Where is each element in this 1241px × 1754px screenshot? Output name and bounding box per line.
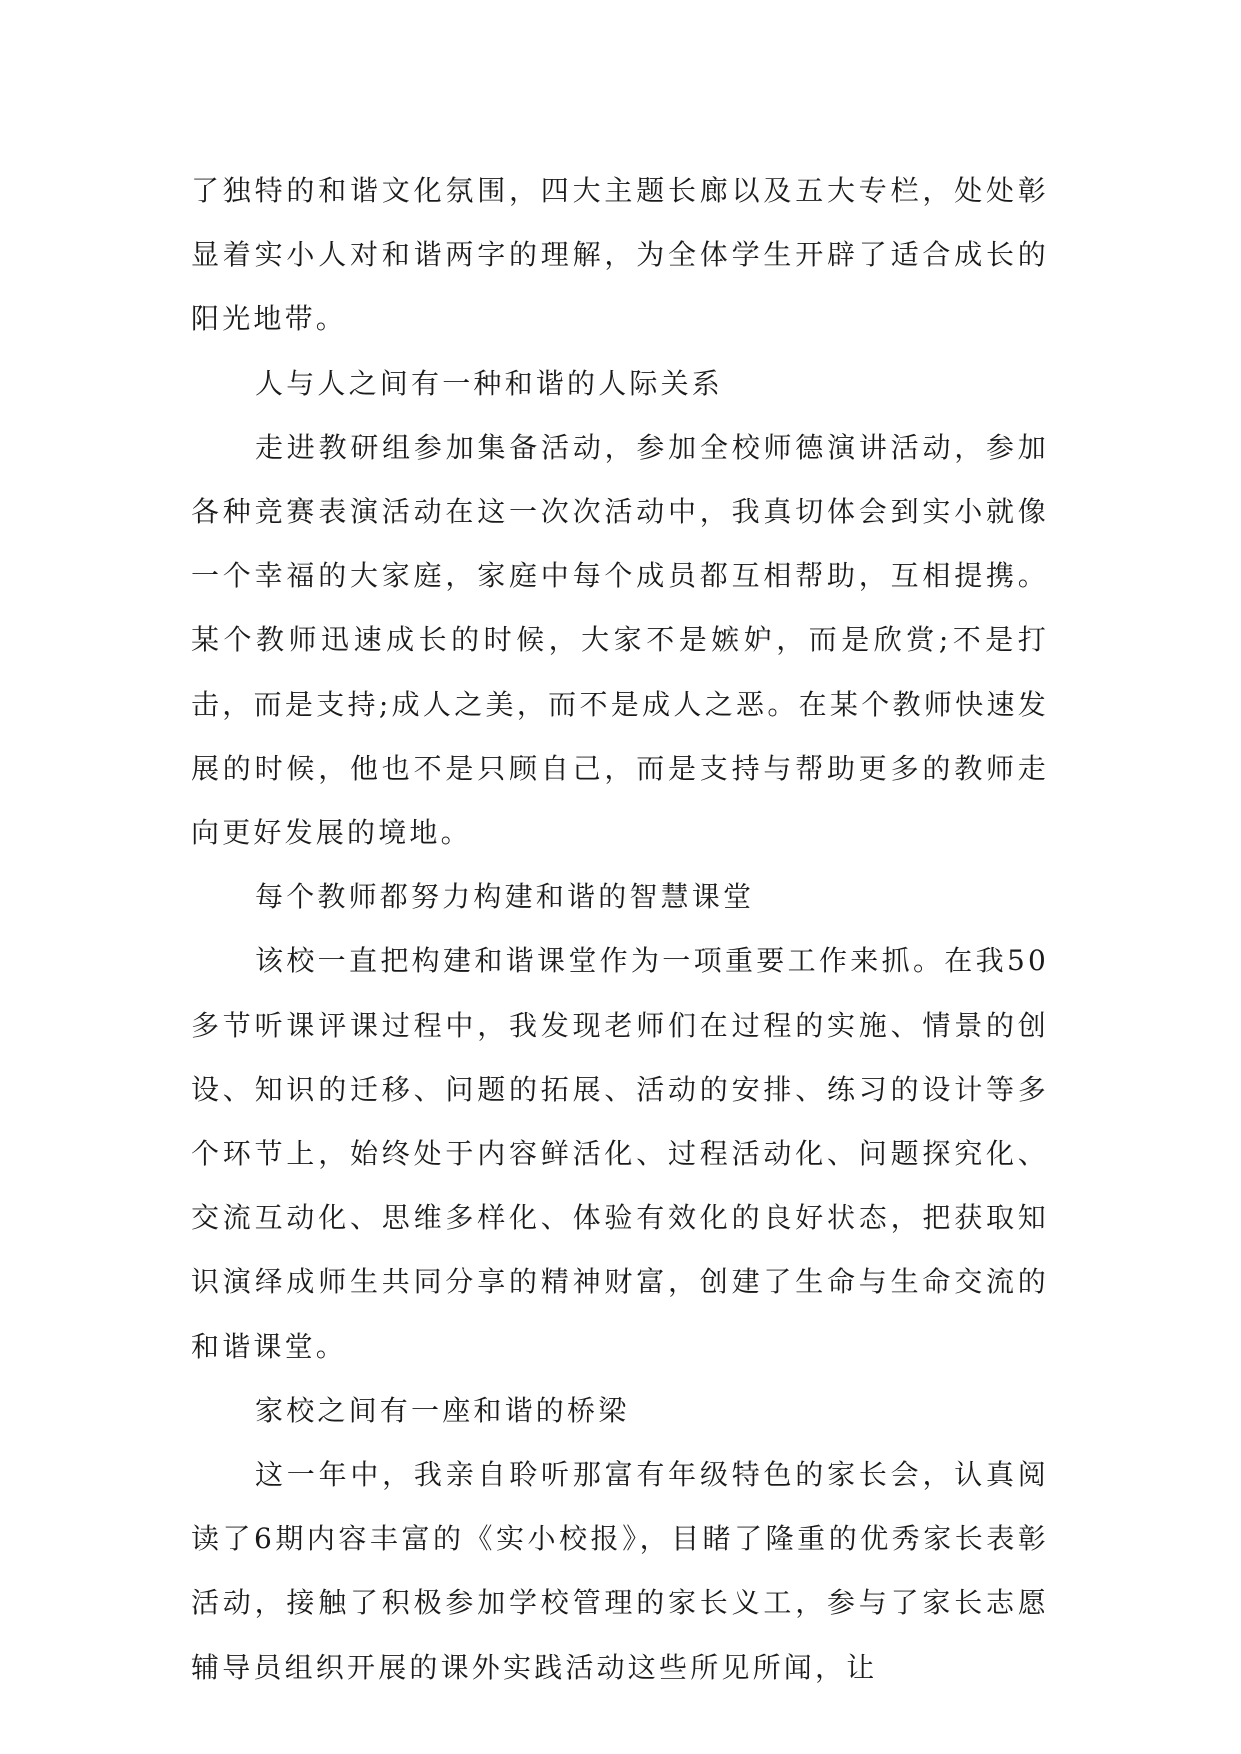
paragraph-continuation: 了独特的和谐文化氛围，四大主题长廊以及五大专栏，处处彰显着实小人对和谐两字的理解，为全体学生开辟了适合成长的阳光地带。 — [191, 174, 1049, 336]
section-heading-classroom: 每个教师都努力构建和谐的智慧课堂 — [255, 880, 755, 914]
section-heading-interpersonal: 人与人之间有一种和谐的人际关系 — [255, 366, 724, 400]
paragraph-home-school: 这一年中，我亲自聆听那富有年级特色的家长会，认真阅读了6期内容丰富的《实小校报》，目睹了隆重的优秀家长表彰活动，接触了积极参加学校管理的家长义工，参与了家长志愿辅导员组织开展的课外实践活动这些所见所闻，让 — [191, 1458, 1049, 1684]
section-heading-home-school: 家校之间有一座和谐的桥梁 — [255, 1393, 630, 1427]
paragraph-teaching-research: 走进教研组参加集备活动，参加全校师德演讲活动，参加各种竞赛表演活动在这一次次活动中，我真切体会到实小就像一个幸福的大家庭，家庭中每个成员都互相帮助，互相提携。某个教师迅速成长的时候，大家不是嫉妒，而是欣赏;不是打击，而是支持;成人之美，而不是成人之恶。在某个教师快速发展的时候，他也不是只顾自己，而是支持与帮助更多的教师走向更好发展的境地。 — [191, 430, 1049, 850]
paragraph-classroom: 该校一直把构建和谐课堂作为一项重要工作来抓。在我50多节听课评课过程中，我发现老师们在过程的实施、情景的创设、知识的迁移、问题的拓展、活动的安排、练习的设计等多个环节上，始终处于内容鲜活化、过程活动化、问题探究化、交流互动化、思维多样化、体验有效化的良好状态，把获取知识演绎成师生共同分享的精神财富，创建了生命与生命交流的和谐课堂。 — [191, 944, 1049, 1363]
document-body — [191, 159, 1049, 1700]
